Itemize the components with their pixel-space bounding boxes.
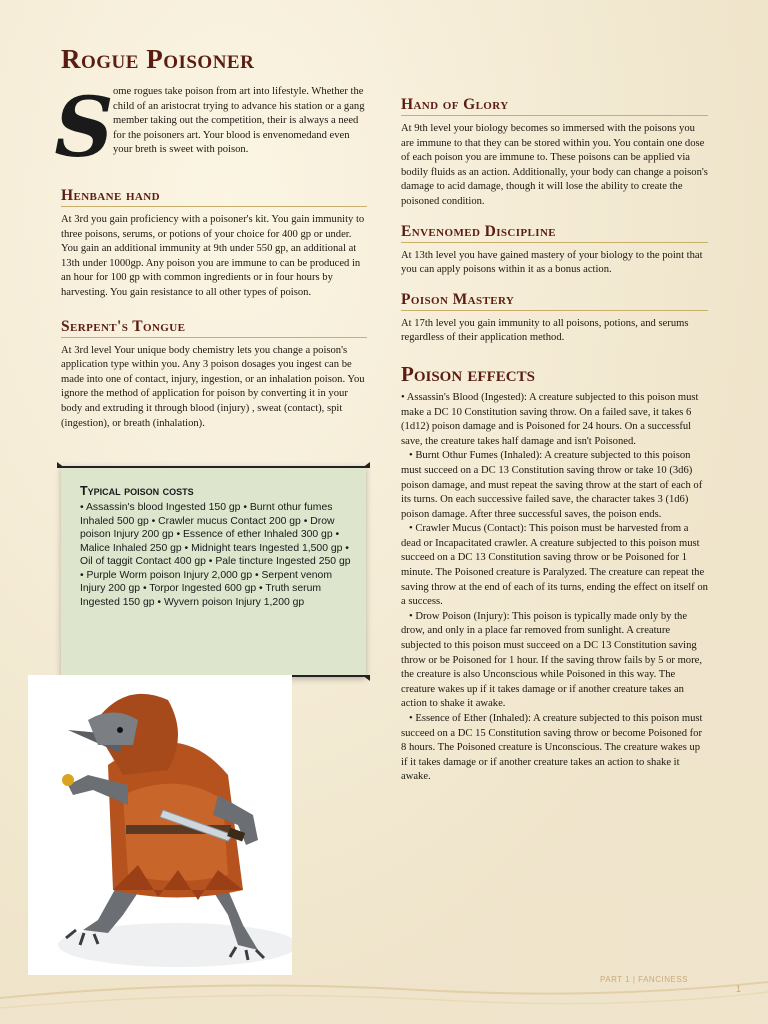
section-heading: Serpent's Tongue <box>61 318 367 338</box>
sidebar-heading: Typical poison costs <box>80 484 194 498</box>
section-body: At 3rd level Your unique body chemistry lets you change a poison's application type within you. Any 3 poison dosages you ingest can be made into one of contact, injury, ingestion, or an inhalation poison. You ignore the method of application for poison by converting it in your body and extruding it through blood (injury) , sweat (contact), spit (ingestion), or breath (inhalation). <box>61 344 365 429</box>
effect-item: • Burnt Othur Fumes (Inhaled): A creature subjected to this poison must succeed on a DC 13 Constitution saving throw or take 10 (3d6) poison damage, and must repeat the saving throw at the start of each of its turns. On each successive failed save, the character takes 3 (1d6) poison damage. After three successful saves, the poison ends. <box>401 450 703 520</box>
effect-item: • Drow Poison (Injury): This poison is typically made only by the drow, and only in a place far removed from sunlight. A creature subjected to this poison must succeed on a DC 13 Constitution saving throw or be Poisoned for 1 hour. If the saving throw fails by 5 or more, the creature is also Unconscious while Poisoned in this way. The creature wakes up if it takes damage or if another creature takes an action to shake it awake. <box>401 610 702 710</box>
section-body: At 3rd you gain proficiency with a poisoner's kit. You gain immunity to three poisons, serums, or potions of your choice for 400 gp or under. You gain an additional immunity at 9th under 550 gp, an additional at 13th under 1000gp. Any poison you are immune to can be produced in an hour for 100 gp with common ingredients or in four hours by harvesting. You gain resistance to all other types of poison. <box>61 214 365 298</box>
footer-label: PART 1 | FANCINESS <box>600 975 688 984</box>
sidebar-corner <box>362 462 370 468</box>
effects-heading: Poison effects <box>401 361 535 386</box>
section-hand-of-glory <box>401 96 708 210</box>
intro-paragraph <box>54 80 367 176</box>
intro-text: ome rogues take poison from art into lifestyle. Whether the child of an aristocrat trying to advance his station or a gang member taking out the competition, their is always a need for the poisoners art. Your blood is envenomedand even your breth is sweet with poison. <box>113 86 365 156</box>
section-heading: Hand of Glory <box>401 96 708 116</box>
section-poison-mastery <box>401 291 708 346</box>
section-poison-effects <box>401 362 708 785</box>
kenku-rogue-illustration <box>28 675 292 975</box>
effect-item: • Assassin's Blood (Ingested): A creature subjected to this poison must make a DC 10 Constitution saving throw. On a failed save, it takes 6 (1d12) poison damage and is Poisoned for 24 hours. On a successful save, the creature takes half damage and isn't Poisoned. <box>401 391 699 447</box>
effect-item: • Essence of Ether (Inhaled): A creature subjected to this poison must succeed on a DC 15 Constitution saving throw or become Poisoned for 8 hours. The Poisoned creature is Unconscious. The creature wakes up if it takes damage or if another creature takes an action to shake it awake. <box>401 713 703 783</box>
section-heading: Henbane hand <box>61 187 367 207</box>
footer-flourish <box>0 960 768 1024</box>
section-heading: Envenomed Discipline <box>401 223 708 243</box>
section-body: At 17th level you gain immunity to all poisons, potions, and serums regardless of their application method. <box>401 317 689 344</box>
left-column <box>54 80 367 431</box>
section-envenomed-discipline <box>401 223 708 278</box>
section-body: At 13th level you have gained mastery of your biology to the point that you can apply poisons within it as a bonus action. <box>401 249 703 276</box>
page-number: 1 <box>736 984 742 994</box>
effect-item: • Crawler Mucus (Contact): This poison must be harvested from a dead or Incapacitated crawler. A creature subjected to this poison must succeed on a DC 13 Constitution saving throw or be Poisoned for 1 minute. The Poisoned creature is Paralyzed. The creature can repeat the saving throw at the end of each of its turns, ending the effect on itself on a success. <box>401 523 708 608</box>
page-title: Rogue Poisoner <box>61 44 255 74</box>
sidebar-corner <box>57 462 65 468</box>
sidebar-corner <box>362 675 370 681</box>
drop-cap <box>54 80 114 176</box>
sidebar-body: • Assassin's blood Ingested 150 gp • Burnt othur fumes Inhaled 500 gp • Crawler mucus Contact 200 gp • Drow poison Injury 200 gp • Essence of ether Inhaled 300 gp • Malice Inhaled 250 gp • Midnight tears Ingested 1,500 gp • Oil of taggit Contact 400 gp • Pale tincture Ingested 250 gp • Purple Worm poison Injury 2,000 gp • Serpent venom Injury 200 gp • Torpor Ingested 600 gp • Truth serum Ingested 150 gp • Wyvern poison Injury 1,200 gp <box>80 502 351 608</box>
poison-costs-sidebar <box>61 466 366 677</box>
right-column <box>401 96 708 785</box>
section-henbane-hand <box>61 187 367 301</box>
kenku-illustration-svg <box>28 675 292 975</box>
section-heading: Poison Mastery <box>401 291 708 311</box>
section-serpents-tongue <box>61 318 367 432</box>
drop-cap-letter: S <box>54 80 114 176</box>
section-body: At 9th level your biology becomes so immersed with the poisons you are immune to that they can be stored within you. You contain one dose of each poison you are immune to. These poisons can be applied via bodily fluids as an action. Additionally, your body can change a poison's damage to acid damage, though it will lose the ability to create the poisoned condition. <box>401 123 708 207</box>
